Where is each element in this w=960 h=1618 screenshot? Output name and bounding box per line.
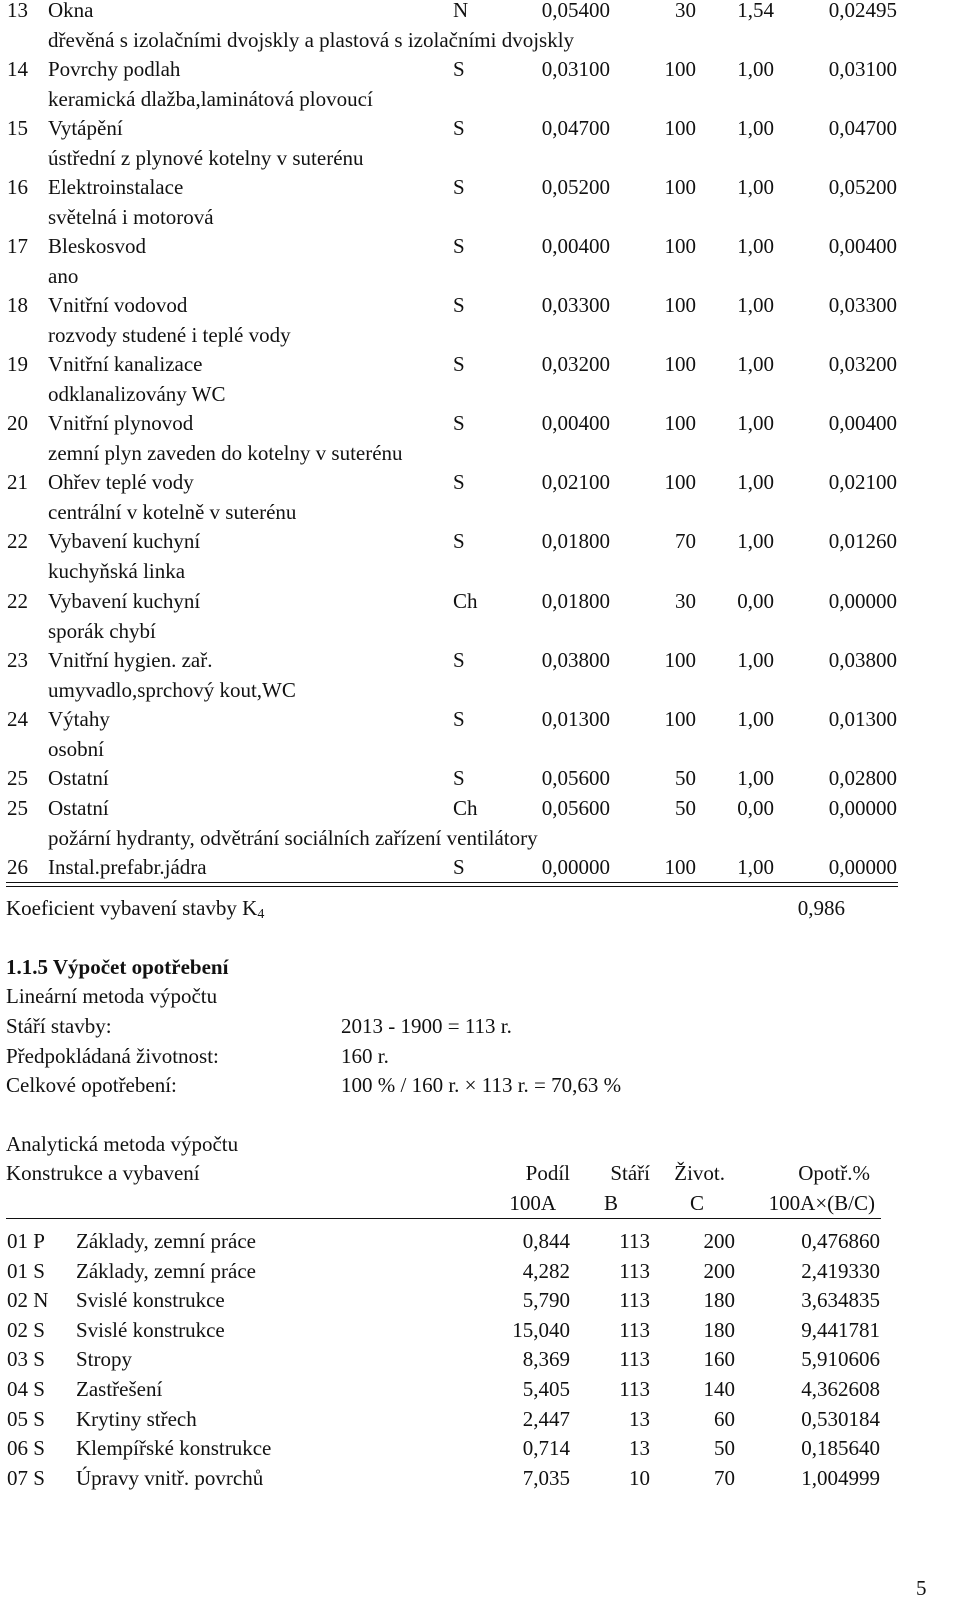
item-percent: 100 [664, 293, 696, 317]
analytic-row-age: 113 [619, 1377, 650, 1401]
item-name: Okna [48, 0, 94, 22]
item-description: osobní [48, 737, 105, 761]
analytic-header-life: Život. [674, 1161, 725, 1185]
analytic-row-name: Klempířské konstrukce [76, 1436, 272, 1460]
item-share: 0,03200 [541, 352, 610, 376]
item-coefficient: 1,00 [737, 175, 774, 199]
analytic-row-lifetime: 140 [703, 1377, 735, 1401]
analytic-row-code: 06 S [7, 1436, 45, 1460]
expected-lifetime-label: Předpokládaná životnost: [6, 1044, 219, 1068]
analytic-row-name: Základy, zemní práce [76, 1229, 256, 1253]
analytic-row-age: 113 [619, 1347, 650, 1371]
analytic-row-wear: 0,530184 [801, 1407, 880, 1431]
item-result: 0,02100 [828, 470, 897, 494]
item-coefficient: 1,00 [737, 234, 774, 258]
analytic-row-share: 4,282 [522, 1259, 570, 1283]
analytic-row-wear: 1,004999 [801, 1466, 880, 1490]
item-coefficient: 1,00 [737, 766, 774, 790]
item-name: Ostatní [48, 796, 109, 820]
item-name: Vnitřní hygien. zař. [48, 648, 213, 672]
item-name: Elektroinstalace [48, 175, 184, 199]
item-percent: 100 [664, 648, 696, 672]
item-percent: 100 [664, 352, 696, 376]
analytic-subheader-wear: 100A×(B/C) [768, 1191, 875, 1215]
analytic-row-age: 113 [619, 1229, 650, 1253]
analytic-row-share: 7,035 [522, 1466, 570, 1490]
item-result: 0,02495 [828, 0, 897, 22]
analytic-header-wear: Opotř.% [798, 1161, 870, 1185]
item-percent: 100 [664, 470, 696, 494]
item-description: rozvody studené i teplé vody [48, 323, 291, 347]
item-result: 0,03300 [828, 293, 897, 317]
item-number: 13 [7, 0, 28, 22]
analytic-row-wear: 5,910606 [801, 1347, 880, 1371]
item-state-code: N [453, 0, 469, 22]
item-share: 0,05600 [541, 766, 610, 790]
item-coefficient: 1,00 [737, 470, 774, 494]
analytic-row-code: 02 S [7, 1318, 45, 1342]
item-result: 0,00400 [828, 411, 897, 435]
analytic-row-wear: 0,185640 [801, 1436, 880, 1460]
item-number: 22 [7, 589, 28, 613]
item-name: Ostatní [48, 766, 109, 790]
item-number: 24 [7, 707, 28, 731]
item-percent: 100 [664, 175, 696, 199]
item-name: Vnitřní vodovod [48, 293, 188, 317]
item-share: 0,01800 [541, 589, 610, 613]
item-coefficient: 1,00 [737, 411, 774, 435]
item-name: Vnitřní kanalizace [48, 352, 203, 376]
analytic-row-wear: 0,476860 [801, 1229, 880, 1253]
analytic-row-lifetime: 200 [703, 1229, 735, 1253]
item-description: dřevěná s izolačními dvojskly a plastová s izolačními dvojskly [48, 28, 575, 52]
item-coefficient: 1,54 [737, 0, 774, 22]
analytic-row-lifetime: 50 [714, 1436, 735, 1460]
coefficient-label [6, 896, 265, 922]
item-share: 0,01800 [541, 529, 610, 553]
item-number: 19 [7, 352, 28, 376]
analytic-row-name: Základy, zemní práce [76, 1259, 256, 1283]
item-state-code: S [453, 352, 465, 376]
analytic-row-age: 13 [629, 1407, 650, 1431]
analytic-method-title: Analytická metoda výpočtu [6, 1132, 239, 1156]
item-description: keramická dlažba,laminátová plovoucí [48, 87, 373, 111]
analytic-row-age: 13 [629, 1436, 650, 1460]
item-result: 0,03800 [828, 648, 897, 672]
total-wear-value: 100 % / 160 r. × 113 r. = 70,63 % [341, 1073, 622, 1097]
item-number: 16 [7, 175, 28, 199]
item-percent: 30 [675, 0, 696, 22]
item-share: 0,05600 [541, 796, 610, 820]
analytic-row-code: 07 S [7, 1466, 45, 1490]
item-description: umyvadlo,sprchový kout,WC [48, 678, 296, 702]
analytic-row-name: Svislé konstrukce [76, 1288, 225, 1312]
coefficient-value: 0,986 [797, 896, 845, 920]
item-name: Vybavení kuchyní [48, 529, 201, 553]
analytic-row-wear: 4,362608 [801, 1377, 880, 1401]
analytic-row-share: 5,790 [522, 1288, 570, 1312]
item-result: 0,03200 [828, 352, 897, 376]
item-state-code: S [453, 234, 465, 258]
coefficient-label-subscript: 4 [257, 907, 265, 922]
item-result: 0,03100 [828, 57, 897, 81]
item-state-code: S [453, 57, 465, 81]
item-state-code: S [453, 175, 465, 199]
item-number: 20 [7, 411, 28, 435]
analytic-row-name: Stropy [76, 1347, 133, 1371]
analytic-row-code: 02 N [7, 1288, 49, 1312]
item-result: 0,02800 [828, 766, 897, 790]
item-share: 0,04700 [541, 116, 610, 140]
section-heading: 1.1.5 Výpočet opotřebení [6, 955, 229, 979]
analytic-row-age: 113 [619, 1259, 650, 1283]
building-age-label: Stáří stavby: [6, 1014, 112, 1038]
item-number: 15 [7, 116, 28, 140]
item-state-code: S [453, 293, 465, 317]
item-coefficient: 1,00 [737, 648, 774, 672]
item-state-code: Ch [453, 796, 478, 820]
item-number: 26 [7, 855, 28, 879]
analytic-header-share: Podíl [525, 1161, 570, 1185]
item-percent: 50 [675, 796, 696, 820]
analytic-row-code: 01 P [7, 1229, 45, 1253]
item-share: 0,03800 [541, 648, 610, 672]
analytic-row-name: Zastřešení [76, 1377, 163, 1401]
analytic-row-share: 5,405 [522, 1377, 570, 1401]
item-result: 0,05200 [828, 175, 897, 199]
item-share: 0,00400 [541, 411, 610, 435]
item-number: 23 [7, 648, 28, 672]
item-percent: 100 [664, 707, 696, 731]
analytic-row-lifetime: 180 [703, 1318, 735, 1342]
building-age-value: 2013 - 1900 = 113 r. [341, 1014, 512, 1038]
item-share: 0,00000 [541, 855, 610, 879]
analytic-row-share: 8,369 [522, 1347, 570, 1371]
item-share: 0,02100 [541, 470, 610, 494]
table-bottom-rule-1 [6, 882, 898, 883]
item-result: 0,01300 [828, 707, 897, 731]
item-coefficient: 1,00 [737, 529, 774, 553]
item-name: Vytápění [48, 116, 123, 140]
analytic-row-share: 2,447 [522, 1407, 570, 1431]
item-share: 0,05200 [541, 175, 610, 199]
item-result: 0,04700 [828, 116, 897, 140]
analytic-row-lifetime: 60 [714, 1407, 735, 1431]
item-percent: 100 [664, 234, 696, 258]
analytic-subheader-age: B [604, 1191, 619, 1215]
item-number: 21 [7, 470, 28, 494]
analytic-header-rule [6, 1218, 881, 1219]
item-state-code: S [453, 470, 465, 494]
item-state-code: S [453, 116, 465, 140]
analytic-row-code: 01 S [7, 1259, 45, 1283]
item-state-code: S [453, 766, 465, 790]
analytic-row-lifetime: 160 [703, 1347, 735, 1371]
item-coefficient: 1,00 [737, 707, 774, 731]
coefficient-label-text: Koeficient vybavení stavby K [6, 896, 258, 920]
analytic-row-code: 03 S [7, 1347, 45, 1371]
total-wear-label: Celkové opotřebení: [6, 1073, 177, 1097]
item-coefficient: 0,00 [737, 796, 774, 820]
item-description: ano [48, 264, 79, 288]
linear-method-title: Lineární metoda výpočtu [6, 984, 218, 1008]
item-percent: 100 [664, 411, 696, 435]
item-state-code: S [453, 707, 465, 731]
analytic-header-age: Stáří [610, 1161, 650, 1185]
item-number: 22 [7, 529, 28, 553]
item-result: 0,01260 [828, 529, 897, 553]
table-bottom-rule-2 [6, 886, 898, 887]
item-number: 14 [7, 57, 28, 81]
item-state-code: S [453, 411, 465, 435]
item-number: 18 [7, 293, 28, 317]
analytic-row-share: 0,714 [522, 1436, 570, 1460]
page-number: 5 [916, 1576, 927, 1600]
analytic-header-construction: Konstrukce a vybavení [6, 1161, 200, 1185]
item-description: světelná i motorová [48, 205, 214, 229]
item-description: kuchyňská linka [48, 559, 186, 583]
item-number: 25 [7, 766, 28, 790]
analytic-row-wear: 3,634835 [801, 1288, 880, 1312]
item-state-code: S [453, 648, 465, 672]
item-number: 17 [7, 234, 28, 258]
item-state-code: Ch [453, 589, 478, 613]
item-result: 0,00000 [828, 855, 897, 879]
item-result: 0,00400 [828, 234, 897, 258]
item-description: odklanalizovány WC [48, 382, 226, 406]
analytic-row-age: 113 [619, 1318, 650, 1342]
item-coefficient: 1,00 [737, 352, 774, 376]
analytic-row-share: 0,844 [522, 1229, 570, 1253]
analytic-row-name: Svislé konstrukce [76, 1318, 225, 1342]
item-state-code: S [453, 855, 465, 879]
analytic-row-wear: 2,419330 [801, 1259, 880, 1283]
analytic-row-age: 113 [619, 1288, 650, 1312]
item-coefficient: 1,00 [737, 116, 774, 140]
analytic-row-wear: 9,441781 [801, 1318, 880, 1342]
analytic-row-code: 04 S [7, 1377, 45, 1401]
analytic-row-share: 15,040 [512, 1318, 570, 1342]
item-coefficient: 1,00 [737, 293, 774, 317]
item-share: 0,01300 [541, 707, 610, 731]
item-result: 0,00000 [828, 796, 897, 820]
analytic-row-name: Krytiny střech [76, 1407, 197, 1431]
expected-lifetime-value: 160 r. [341, 1044, 389, 1068]
item-description: ústřední z plynové kotelny v suterénu [48, 146, 364, 170]
item-name: Bleskosvod [48, 234, 147, 258]
item-coefficient: 0,00 [737, 589, 774, 613]
analytic-row-name: Úpravy vnitř. povrchů [76, 1466, 264, 1490]
item-name: Ohřev teplé vody [48, 470, 194, 494]
item-percent: 100 [664, 855, 696, 879]
item-percent: 30 [675, 589, 696, 613]
item-description: zemní plyn zaveden do kotelny v suterénu [48, 441, 403, 465]
analytic-row-lifetime: 180 [703, 1288, 735, 1312]
item-percent: 70 [675, 529, 696, 553]
analytic-row-age: 10 [629, 1466, 650, 1490]
item-result: 0,00000 [828, 589, 897, 613]
item-share: 0,03100 [541, 57, 610, 81]
analytic-row-lifetime: 70 [714, 1466, 735, 1490]
item-share: 0,00400 [541, 234, 610, 258]
item-description: sporák chybí [48, 619, 156, 643]
item-name: Výtahy [48, 707, 110, 731]
item-coefficient: 1,00 [737, 57, 774, 81]
item-description: požární hydranty, odvětrání sociálních zařízení ventilátory [48, 826, 538, 850]
item-percent: 50 [675, 766, 696, 790]
item-name: Vnitřní plynovod [48, 411, 194, 435]
analytic-row-code: 05 S [7, 1407, 45, 1431]
item-description: centrální v kotelně v suterénu [48, 500, 297, 524]
item-coefficient: 1,00 [737, 855, 774, 879]
item-state-code: S [453, 529, 465, 553]
item-name: Vybavení kuchyní [48, 589, 201, 613]
item-number: 25 [7, 796, 28, 820]
item-share: 0,05400 [541, 0, 610, 22]
item-name: Povrchy podlah [48, 57, 181, 81]
analytic-subheader-life: C [690, 1191, 705, 1215]
analytic-row-lifetime: 200 [703, 1259, 735, 1283]
item-percent: 100 [664, 57, 696, 81]
analytic-subheader-share: 100A [509, 1191, 556, 1215]
item-percent: 100 [664, 116, 696, 140]
item-share: 0,03300 [541, 293, 610, 317]
item-name: Instal.prefabr.jádra [48, 855, 207, 879]
